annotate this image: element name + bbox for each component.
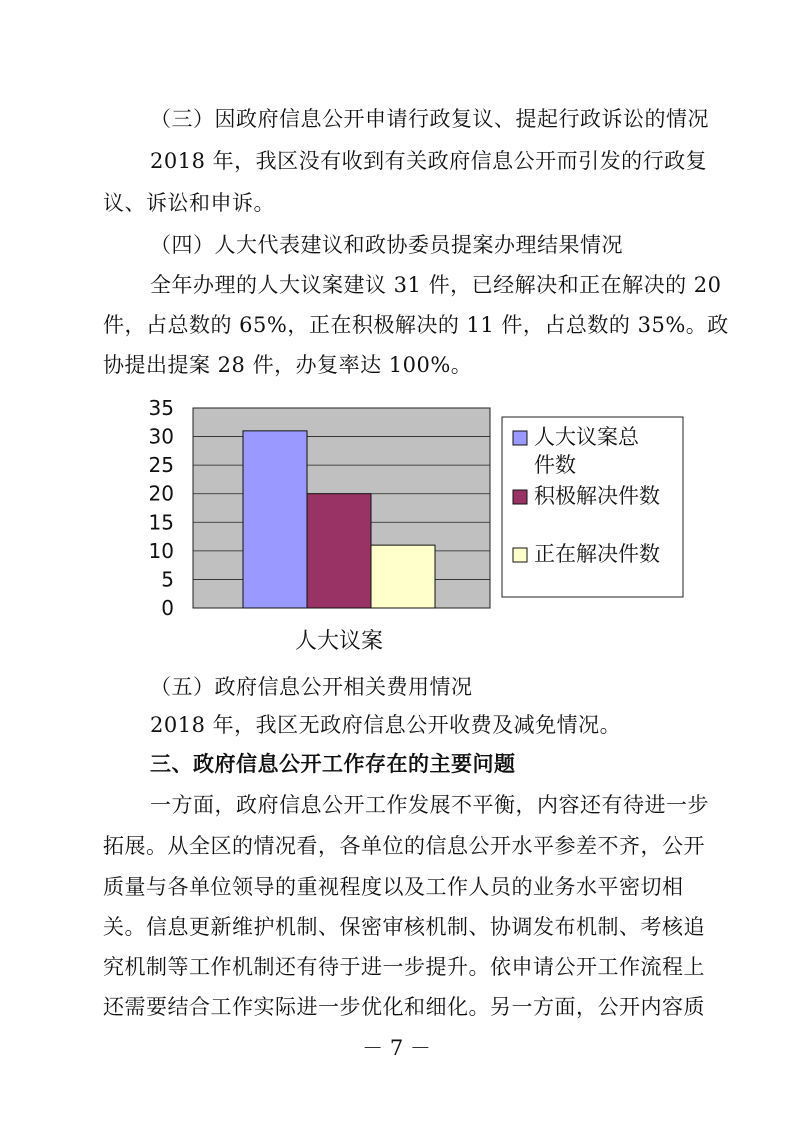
bar-chart (130, 395, 690, 660)
paragraph-line: 还需要结合工作实际进一步优化和细化。另一方面，公开内容质 (103, 995, 705, 1019)
y-tick-label: 5 (161, 567, 174, 592)
paragraph-line: 一方面，政府信息公开工作发展不平衡，内容还有待进一步 (150, 793, 709, 817)
legend-label: 人大议案总件数 (534, 425, 639, 477)
legend-swatch (513, 548, 527, 562)
section-heading-5: （五）政府信息公开相关费用情况 (150, 675, 473, 699)
paragraph-line: 关。信息更新维护机制、保密审核机制、协调发布机制、考核追 (103, 915, 705, 939)
y-tick-label: 25 (148, 453, 174, 478)
paragraph-line: 协提出提案 28 件，办复率达 100%。 (103, 353, 473, 377)
bar-1 (243, 431, 307, 608)
y-tick-label: 30 (148, 424, 174, 449)
legend-label: 积极解决件数 (534, 484, 660, 508)
paragraph-line: 全年办理的人大议案建议 31 件，已经解决和正在解决的 20 (150, 273, 722, 297)
paragraph-line: 究机制等工作机制还有待于进一步提升。依申请公开工作流程上 (103, 955, 705, 979)
section-heading-3: （三）因政府信息公开申请行政复议、提起行政诉讼的情况 (150, 107, 709, 131)
paragraph-line: 件，占总数的 65%，正在积极解决的 11 件，占总数的 35%。政 (103, 313, 729, 337)
y-tick-label: 10 (148, 538, 174, 563)
paragraph-line: 拓展。从全区的情况看，各单位的信息公开水平参差不齐，公开 (103, 834, 705, 858)
section-heading-4: （四）人大代表建议和政协委员提案办理结果情况 (150, 233, 623, 257)
bar-3 (371, 545, 435, 608)
paragraph-line: 2018 年，我区无政府信息公开收费及减免情况。 (150, 713, 622, 737)
page-number: － 7 － (362, 1036, 431, 1060)
y-tick-label: 0 (161, 596, 174, 620)
paragraph-line: 议、诉讼和申诉。 (103, 191, 275, 215)
bar-2 (307, 494, 371, 608)
legend-swatch (513, 431, 527, 445)
section-heading-main: 三、政府信息公开工作存在的主要问题 (150, 752, 516, 776)
paragraph-line: 2018 年，我区没有收到有关政府信息公开而引发的行政复 (150, 149, 708, 173)
x-category-label: 人大议案 (294, 629, 384, 654)
legend-swatch (513, 490, 527, 504)
y-tick-label: 35 (148, 396, 174, 420)
y-tick-label: 15 (148, 510, 174, 535)
y-tick-label: 20 (148, 481, 174, 506)
legend-label: 正在解决件数 (534, 542, 660, 566)
paragraph-line: 质量与各单位领导的重视程度以及工作人员的业务水平密切相 (103, 875, 684, 899)
